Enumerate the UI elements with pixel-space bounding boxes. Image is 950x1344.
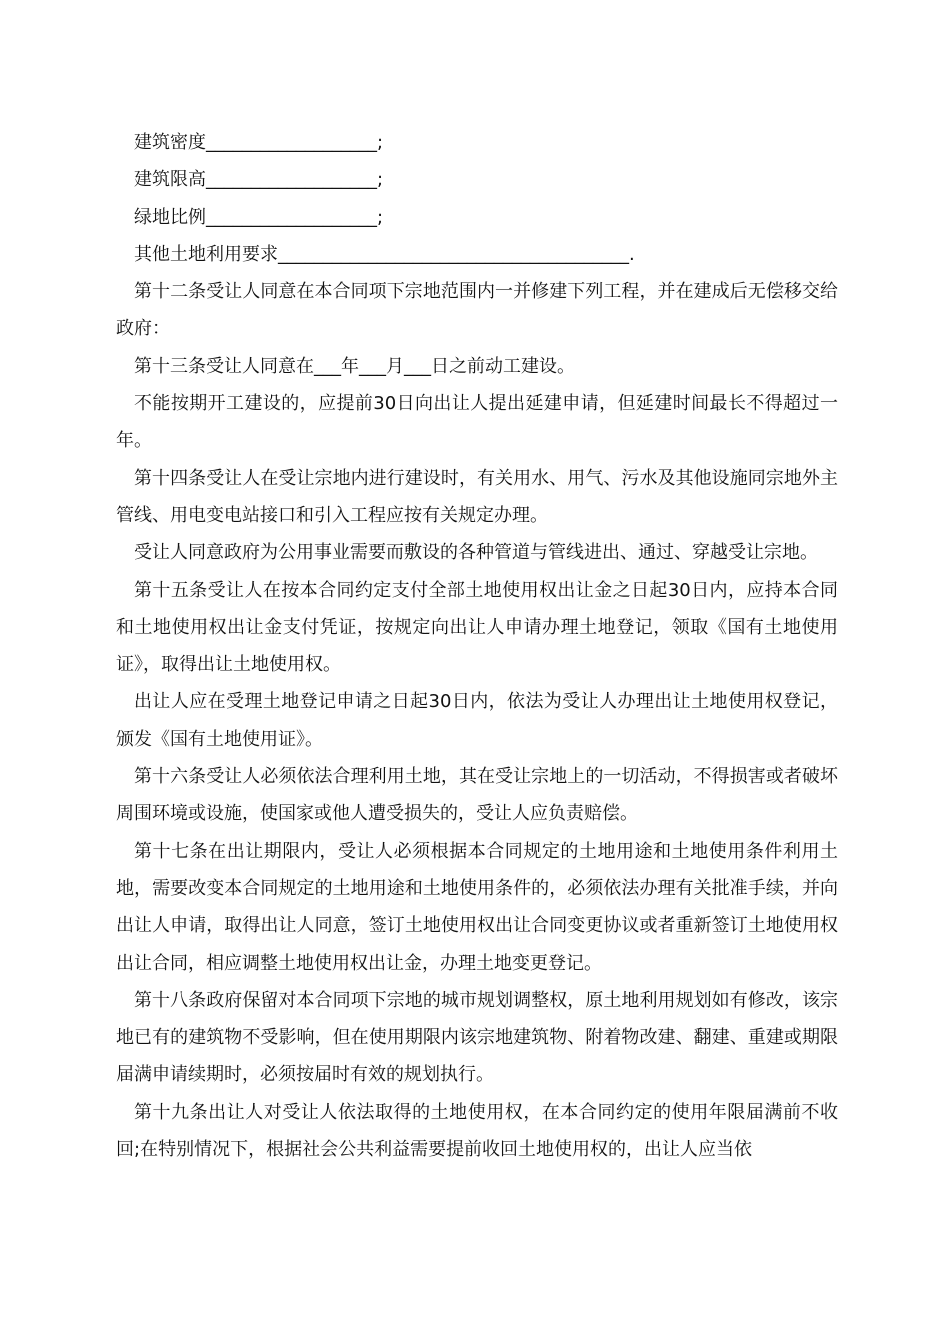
article-18: 第十八条政府保留对本合同项下宗地的城市规划调整权，原土地利用规划如有修改，该宗地已有的建筑物不受影响，但在使用期限内该宗地建筑物、附着物改建、翻建、重建或期限届满申请续期时，必须按届时有效的规划执行。	[116, 989, 838, 1086]
article-14-pipelines: 受让人同意政府为公用事业需要而敷设的各种管道与管线进出、通过、穿越受让宗地。	[134, 542, 818, 564]
article-14: 第十四条受让人在受让宗地内进行建设时，有关用水、用气、污水及其他设施同宗地外主管线、用电变电站接口和引入工程应按有关规定办理。	[116, 467, 838, 526]
field-building-height-limit: 建筑限高___________________;	[134, 169, 384, 191]
document-body	[116, 124, 838, 1168]
article-17: 第十七条在出让期限内，受让人必须根据本合同规定的土地用途和土地使用条件利用土地，需要改变本合同规定的土地用途和土地使用条件的，必须依法办理有关批准手续，并向出让人申请，取得出让人同意，签订土地使用权出让合同变更协议或者重新签订土地使用权出让合同，相应调整土地使用权出让金，办理土地变更登记。	[116, 840, 838, 974]
article-13-extension: 不能按期开工建设的，应提前30日向出让人提出延建申请，但延建时间最长不得超过一年。	[116, 393, 838, 452]
article-15: 第十五条受让人在按本合同约定支付全部土地使用权出让金之日起30日内，应持本合同和土地使用权出让金支付凭证，按规定向出让人申请办理土地登记，领取《国有土地使用证》，取得出让土地使用权。	[116, 579, 838, 676]
article-12: 第十二条受让人同意在本合同项下宗地范围内一并修建下列工程，并在建成后无偿移交给政府：	[116, 281, 838, 340]
field-green-ratio: 绿地比例___________________;	[134, 206, 384, 228]
article-16: 第十六条受让人必须依法合理利用土地，其在受让宗地上的一切活动，不得损害或者破坏周围环境或设施，使国家或他人遭受损失的，受让人应负责赔偿。	[116, 766, 838, 825]
article-13: 第十三条受让人同意在___年___月___日之前动工建设。	[134, 355, 575, 377]
article-15-registration: 出让人应在受理土地登记申请之日起30日内，依法为受让人办理出让土地使用权登记，颁发《国有土地使用证》。	[116, 691, 838, 750]
field-other-land-use-requirements: 其他土地利用要求_______________________________________.	[134, 243, 635, 265]
field-building-density: 建筑密度___________________;	[134, 132, 384, 153]
article-19: 第十九条出让人对受让人依法取得的土地使用权，在本合同约定的使用年限届满前不收回;在特别情况下，根据社会公共利益需要提前收回土地使用权的，出让人应当依	[116, 1101, 838, 1161]
